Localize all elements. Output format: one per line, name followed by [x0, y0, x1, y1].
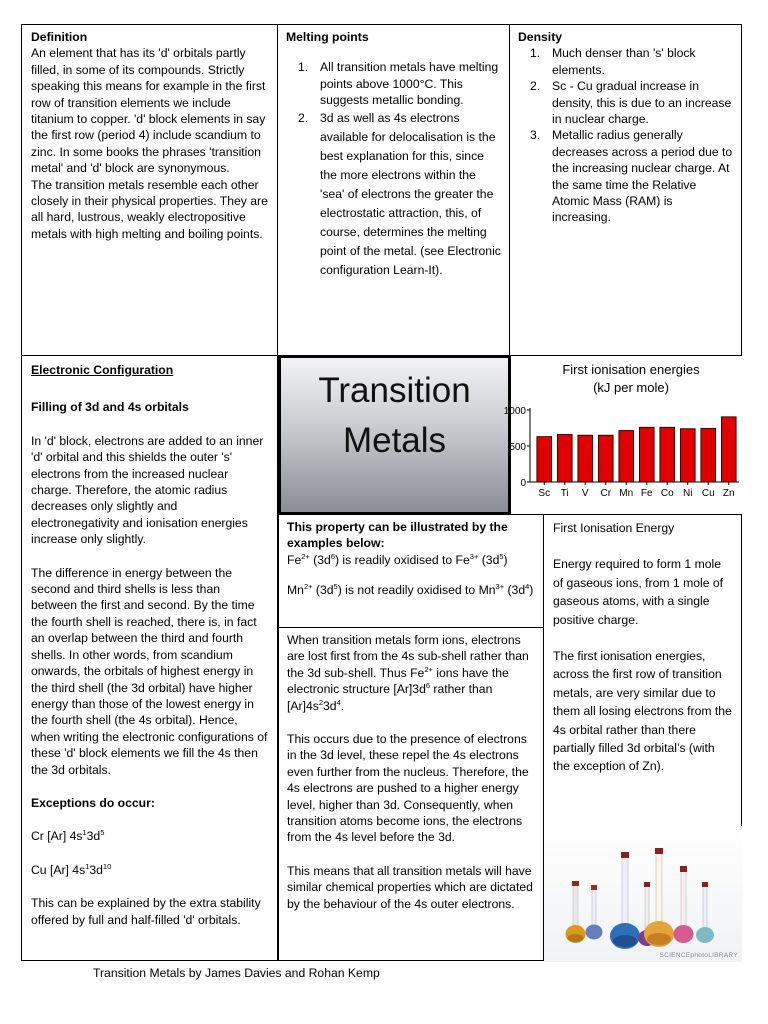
chart-y-tick-label: 1000 — [503, 406, 526, 417]
density-heading: Density — [518, 30, 563, 44]
chart-bar — [578, 435, 593, 482]
melting-points-heading: Melting points — [286, 30, 369, 44]
volumetric-flasks-photo — [544, 826, 742, 962]
definition-heading: Definition — [31, 30, 88, 44]
copper-configuration: Cu [Ar] $4s^13d^{10}$ — [31, 861, 112, 877]
chart-y-tick-label: 500 — [509, 442, 526, 453]
chart-x-tick-label: Cr — [600, 488, 612, 499]
electronic-paragraph-1: In 'd' block, electrons are added to an inner 'd' orbital and this shields the outer 's' electrons from the increased nuclear charge. Therefore, the atomic radius decreases only slightly and electronegativity and ionisation energies increase only slightly. — [31, 433, 264, 547]
density-item-3: 3. Metallic radius generally decreases across a period due to the increasing nuclear charge. At the same time the Relative Atomic Mass (RAM) is increasing. — [530, 128, 733, 225]
flasks-illustration — [544, 826, 742, 962]
photo-watermark: SCIENCEphotoLIBRARY — [659, 952, 738, 959]
title-panel — [278, 355, 511, 515]
chart-x-tick-label: Zn — [722, 488, 735, 499]
chart-bar — [721, 417, 736, 482]
chart-x-tick-label: Sc — [538, 488, 551, 499]
definition-paragraph-1: An element that has its 'd' orbitals partly filled, in some of its compounds. Strictly speaking this means for example in the first row of transition elements we include titanium to copper. 'd' block elements in say the first row (period 4) include scandium to zinc. In some books the phrases 'transition metal' and 'd' block are synonymous. — [31, 46, 266, 176]
iron-example: $Fe^{2+}$ $(3d^6)$ is readily oxidised to $Fe^{3+}$ $(3d^5)$ — [287, 551, 508, 567]
first-ionisation-heading: First Ionisation Energy — [553, 521, 675, 535]
chart-bar — [619, 431, 634, 482]
chart-title: First ionisation energies — [562, 362, 700, 377]
chart-bar — [639, 427, 654, 482]
melting-item-1: 1. All transition metals have melting points above 1000°C. This suggests metallic bonding. — [298, 60, 499, 108]
melting-item-2: 2. 3d as well as 4s electrons available for delocalisation is the best explanation for this, since the more electrons within the 'sea' of electrons the greater the electrostatic attraction, this, of course, determines the melting point of the metal. (see Electronic configuration Learn-It). — [298, 110, 501, 277]
chart-x-tick-label: Fe — [640, 488, 653, 499]
first-ionisation-box — [543, 514, 742, 827]
density-box — [509, 24, 742, 356]
manganese-example: $Mn^{2+}$ $(3d^5)$ is not readily oxidised to $Mn^{3+}$ $(3d^4)$ — [287, 582, 534, 598]
chart-bar — [537, 437, 552, 482]
title-line-2: Metals — [342, 421, 447, 460]
melting-points-list — [286, 59, 501, 279]
chart-x-tick-label: Ni — [683, 488, 693, 499]
ions-paragraph-2: This occurs due to the presence of electrons in the 3d level, these repel the 4s electrons even further from the nucleus. Therefore, the 4s electrons are pushed to a higher energy level, higher than 3d. Consequently, when transition atoms become ions, the electrons from the 4s level before the 3d. — [287, 732, 529, 845]
electronic-paragraph-2: The difference in energy between the second and third shells is less than between the first and second. By the time the fourth shell is reached, there is, in fact an overlap between the third and fourth shells. In other words, from scandium onwards, the orbitals of highest energy in the third shell (the 3d orbital) have higher energy than those of the lowest energy in the fourth shell (the 4s orbital). Hence, when writing the electronic configurations of these 'd' block elements we fill the 4s then the 3d orbitals. — [31, 565, 268, 777]
filling-subheading: Filling of 3d and 4s orbitals — [31, 400, 189, 415]
title-line-1: Transition — [318, 371, 471, 410]
property-heading: This property can be illustrated by the examples below: — [287, 520, 508, 551]
chart-x-tick-label: Mn — [619, 488, 634, 499]
property-box — [278, 514, 544, 628]
chart-x-tick-label: Co — [660, 488, 674, 499]
chart-x-tick-label: Ti — [560, 488, 569, 499]
chart-bar — [680, 429, 695, 482]
ions-paragraph-1: When transition metals form ions, electrons are lost first from the 4s sub-shell rather than the 3d sub-shell. Thus $Fe^{2+}$ ions have the electronic structure $[Ar]3d^6$ rather than $[Ar]4s^23d^4$. — [287, 633, 529, 713]
electronic-configuration-heading: Electronic Configuration — [31, 363, 174, 377]
density-item-2: 2. Sc - Cu gradual increase in density, this is due to an increase in nuclear charge. — [530, 79, 732, 127]
footer-credit: Transition Metals by James Davies and Rohan Kemp — [93, 966, 380, 980]
melting-points-box — [277, 24, 510, 356]
density-item-1: 1. Much denser than 's' block elements. — [530, 46, 696, 77]
first-ionisation-paragraph-1: Energy required to form 1 mole of gaseous ions, from 1 mole of gaseous atoms, with a single positive charge. — [553, 557, 724, 627]
density-list — [518, 45, 733, 225]
ions-paragraph-3: This means that all transition metals will have similar chemical properties which are dictated by the behaviour of the 4s outer electrons. — [287, 863, 533, 911]
chart-y-tick-label: 0 — [520, 478, 526, 489]
chromium-configuration: Cr [Ar] $4s^13d^5$ — [31, 828, 105, 844]
definition-box — [21, 24, 278, 356]
chart-bar — [701, 428, 716, 482]
ions-box — [278, 627, 544, 961]
chart-x-tick-label: V — [581, 488, 589, 499]
ionisation-chart-svg — [503, 357, 742, 514]
electronic-paragraph-3: This can be explained by the extra stability offered by full and half-filled 'd' orbitals. — [31, 896, 261, 927]
chart-subtitle: (kJ per mole) — [593, 380, 669, 395]
chart-bar — [557, 434, 572, 482]
chart-x-tick-label: Cu — [701, 488, 715, 499]
definition-paragraph-2: The transition metals resemble each other closely in their physical properties. They are all hard, lustrous, weakly electropositive metals with high melting and boiling points. — [31, 177, 268, 241]
first-ionisation-paragraph-2: The first ionisation energies, across the first row of transition metals, are very similar due to them all losing electrons from the 4s orbital rather than there partially filled 3d orbital’s (with the exception of Zn). — [553, 649, 732, 774]
chart-bar — [598, 435, 613, 482]
chart-bar — [660, 427, 675, 482]
ionisation-chart — [503, 357, 742, 514]
electronic-configuration-box — [21, 355, 278, 961]
exceptions-heading: Exceptions do occur: — [31, 795, 155, 810]
